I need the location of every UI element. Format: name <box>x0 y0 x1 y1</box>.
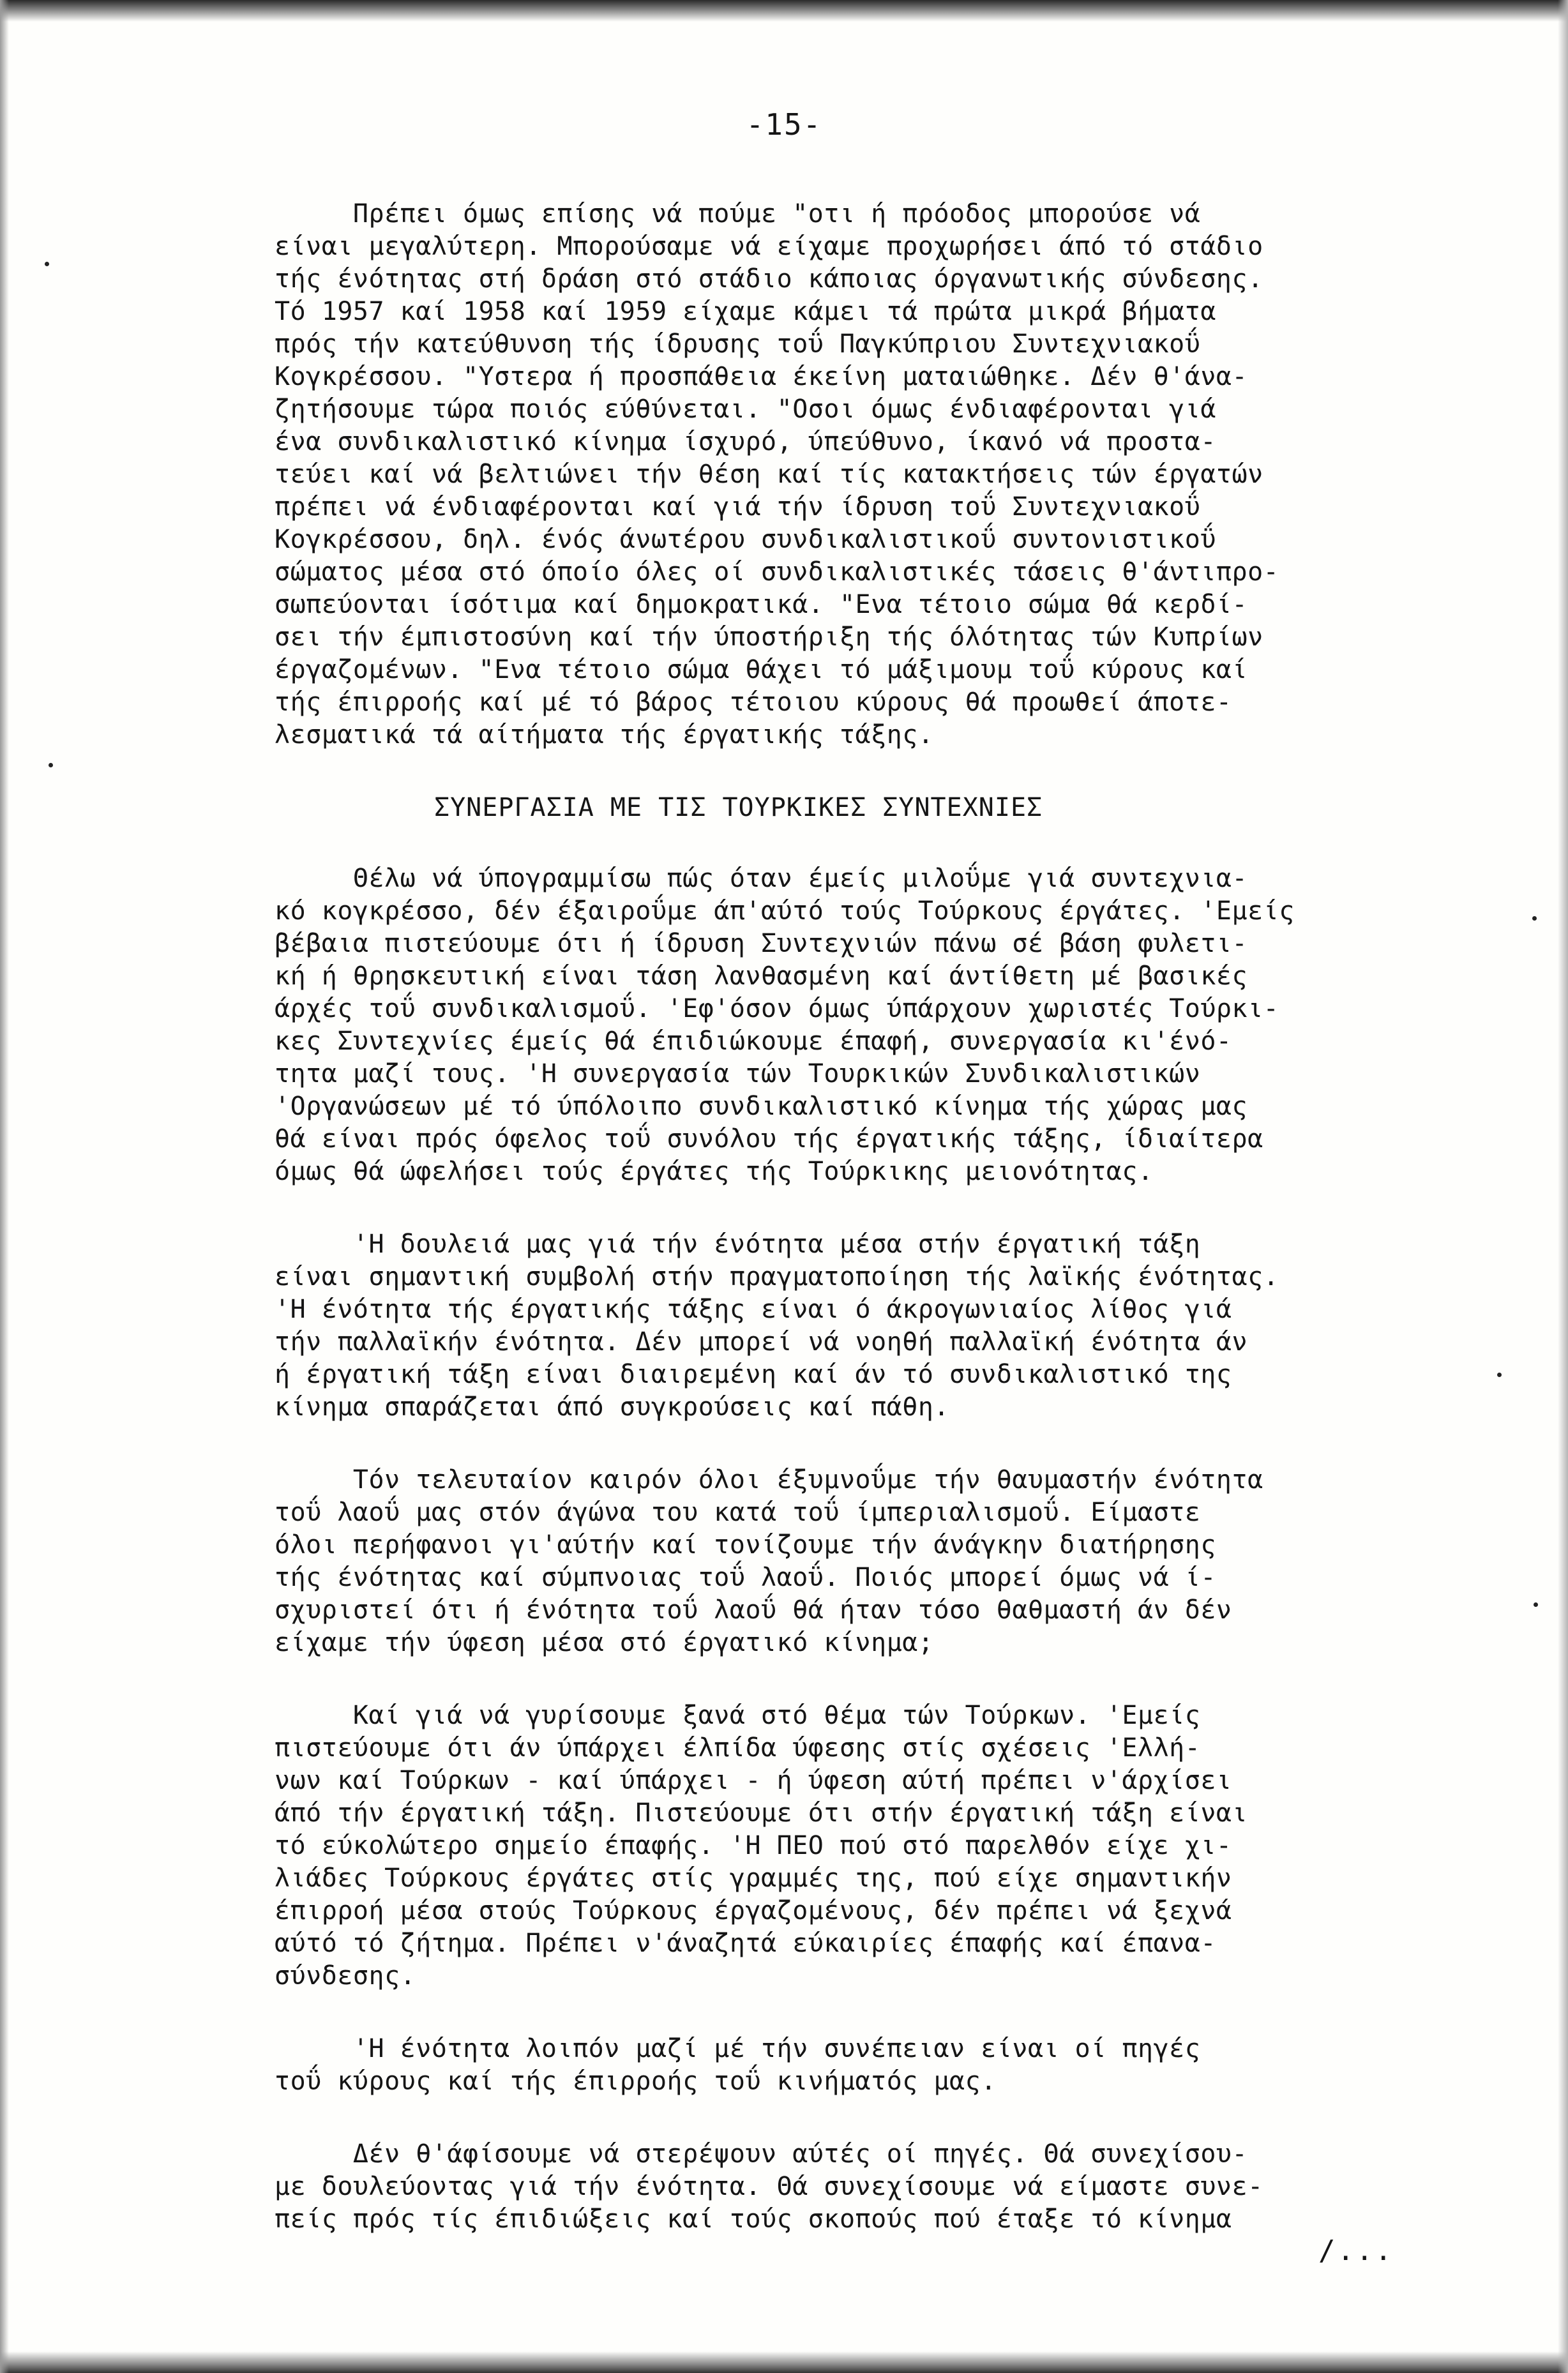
text-line: θά είναι πρός όφελος τοΰ συνόλου τής έργατικής τάξης, ίδιαίτερα <box>275 1124 1263 1154</box>
text-line: άρχές τοΰ συνδικαλισμοΰ. 'Εφ'όσον όμως ύπάρχουν χωριστές Τούρκι- <box>275 994 1279 1023</box>
text-line: 'Η ένότητα τής έργατικής τάξης είναι ό άκρογωνιαίος λίθος γιά <box>275 1295 1232 1324</box>
text-line: τητα μαζί τους. 'Η συνεργασία τών Τουρκικών Συνδικαλιστικών <box>275 1059 1201 1089</box>
paragraph <box>275 863 1539 1188</box>
text-line: τήν παλλαϊκήν ένότητα. Δέν μπορεί νά νοηθή παλλαϊκή ένότητα άν <box>275 1327 1248 1357</box>
text-line: κες Συντεχνίες έμείς θά έπιδιώκουμε έπαφή, συνεργασία κι'ένό- <box>275 1027 1232 1056</box>
scan-edge-bottom <box>0 2351 1568 2373</box>
text-line: 'Η δουλειά μας γιά τήν ένότητα μέσα στήν έργατική τάξη <box>275 1230 1201 1259</box>
text-line: κή ή θρησκευτική είναι τάση λανθασμένη καί άντίθετη μέ βασικές <box>275 961 1248 991</box>
text-line: είναι μεγαλύτερη. Μπορούσαμε νά είχαμε προχωρήσει άπό τό στάδιο <box>275 232 1263 261</box>
text-line: τό εύκολώτερο σημείο έπαφής. 'Η ΠΕΟ πού στό παρελθόν είχε χι- <box>275 1831 1232 1860</box>
text-line: τεύει καί νά βελτιώνει τήν θέση καί τίς κατακτήσεις τών έργατών <box>275 460 1263 489</box>
text-line: πρέπει νά ένδιαφέρονται καί γιά τήν ίδρυση τοΰ Συντεχνιακοΰ <box>275 492 1201 522</box>
text-line: ζητήσουμε τώρα ποιός εύθύνεται. "Οσοι όμως ένδιαφέρονται γιά <box>275 395 1216 424</box>
text-line: άπό τήν έργατική τάξη. Πιστεύουμε ότι στήν έργατική τάξη είναι <box>275 1798 1248 1828</box>
text-line: τής ένότητας στή δράση στό στάδιο κάποιας όργανωτικής σύνδεσης. <box>275 264 1263 294</box>
text-line: Δέν θ'άφίσουμε νά στερέψουν αύτές οί πηγές. Θά συνεχίσου- <box>275 2139 1248 2169</box>
text-line: έπιρροή μέσα στούς Τούρκους έργαζομένους, δέν πρέπει νά ξεχνά <box>275 1896 1232 1925</box>
text-line: Καί γιά νά γυρίσουμε ξανά στό θέμα τών Τούρκων. 'Εμείς <box>275 1701 1201 1730</box>
text-line: Τόν τελευταίον καιρόν όλοι έξυμνοΰμε τήν θαυμαστήν ένότητα <box>275 1465 1263 1495</box>
scan-edge-right <box>1558 0 1568 2373</box>
text-line: νων καί Τούρκων - καί ύπάρχει - ή ύφεση αύτή πρέπει ν'άρχίσει <box>275 1766 1232 1795</box>
text-line: Κογκρέσσου. "Υστερα ή προσπάθεια έκείνη ματαιώθηκε. Δέν θ'άνα- <box>275 362 1248 391</box>
text-line: τοΰ λαοΰ μας στόν άγώνα του κατά τοΰ ίμπεριαλισμοΰ. Είμαστε <box>275 1498 1201 1527</box>
paragraph <box>275 2033 1539 2098</box>
continuation-mark: /... <box>1318 2234 1394 2267</box>
scan-speck <box>49 763 53 767</box>
text-line: πείς πρός τίς έπιδιώξεις καί τούς σκοπούς πού έταξε τό κίνημα <box>275 2204 1232 2234</box>
paragraph <box>275 2138 1539 2236</box>
text-line: με δουλεύοντας γιά τήν ένότητα. Θά συνεχίσουμε νά είμαστε συνε- <box>275 2172 1263 2201</box>
text-line: σωπεύονται ίσότιμα καί δημοκρατικά. "Ενα τέτοιο σώμα θά κερδί- <box>275 590 1248 619</box>
text-line: βέβαια πιστεύουμε ότι ή ίδρυση Συντεχνιών πάνω σέ βάση φυλετι- <box>275 929 1248 958</box>
text-line: όλοι περήφανοι γι'αύτήν καί τονίζουμε τήν άνάγκην διατήρησης <box>275 1530 1216 1560</box>
text-line: Θέλω νά ύπογραμμίσω πώς όταν έμείς μιλοΰμε γιά συντεχνια- <box>275 864 1248 893</box>
text-line: τής ένότητας καί σύμπνοιας τοΰ λαοΰ. Ποιός μπορεί όμως νά ί- <box>275 1563 1216 1592</box>
text-line: τοΰ κύρους καί τής έπιρροής τοΰ κινήματός μας. <box>275 2067 997 2096</box>
text-line: κίνημα σπαράζεται άπό συγκρούσεις καί πάθη. <box>275 1392 950 1422</box>
paragraph <box>275 198 1539 751</box>
scan-speck <box>45 262 49 266</box>
document-body <box>275 198 1539 2276</box>
text-line: ένα συνδικαλιστικό κίνημα ίσχυρό, ύπεύθυνο, ίκανό νά προστα- <box>275 427 1216 456</box>
text-line: είναι σημαντική συμβολή στήν πραγματοποίηση τής λαϊκής ένότητας. <box>275 1262 1279 1292</box>
text-line: Κογκρέσσου, δηλ. ένός άνωτέρου συνδικαλιστικοΰ συντονιστικοΰ <box>275 525 1216 554</box>
text-line: λεσματικά τά αίτήματα τής έργατικής τάξης. <box>275 720 934 750</box>
text-line: τής έπιρροής καί μέ τό βάρος τέτοιου κύρους θά προωθεί άποτε- <box>275 688 1232 717</box>
text-line: σώματος μέσα στό όποίο όλες οί συνδικαλιστικές τάσεις θ'άντιπρο- <box>275 557 1279 587</box>
paragraph <box>275 1464 1539 1659</box>
text-line: σχυριστεί ότι ή ένότητα τοΰ λαοΰ θά ήταν τόσο θαθμαστή άν δέν <box>275 1595 1232 1625</box>
section-heading: ΣΥΝΕΡΓΑΣΙΑ ΜΕ ΤΙΣ ΤΟΥΡΚΙΚΕΣ ΣΥΝΤΕΧΝΙΕΣ <box>434 793 1043 822</box>
text-line: ή έργατική τάξη είναι διαιρεμένη καί άν τό συνδικαλιστικό της <box>275 1360 1232 1389</box>
text-line: πρός τήν κατεύθυνση τής ίδρυσης τοΰ Παγκύπριου Συντεχνιακοΰ <box>275 329 1201 359</box>
text-line: είχαμε τήν ύφεση μέσα στό έργατικό κίνημα; <box>275 1628 934 1657</box>
text-line: σει τήν έμπιστοσύνη καί τήν ύποστήριξη τής όλότητας τών Κυπρίων <box>275 622 1263 652</box>
text-line: κό κογκρέσσο, δέν έξαιροΰμε άπ'αύτό τούς Τούρκους έργάτες. 'Εμείς <box>275 896 1295 926</box>
text-line: λιάδες Τούρκους έργάτες στίς γραμμές της, πού είχε σημαντικήν <box>275 1864 1232 1893</box>
text-line: αύτό τό ζήτημα. Πρέπει ν'άναζητά εύκαιρίες έπαφής καί έπανα- <box>275 1929 1216 1958</box>
page-number: -15- <box>746 107 822 142</box>
text-line: Τό 1957 καί 1958 καί 1959 είχαμε κάμει τά πρώτα μικρά βήματα <box>275 297 1216 326</box>
text-line: όμως θά ώφελήσει τούς έργάτες τής Τούρκικης μειονότητας. <box>275 1157 1154 1186</box>
scan-edge-left <box>0 0 9 2373</box>
text-line: σύνδεσης. <box>275 1961 416 1991</box>
text-line: 'Η ένότητα λοιπόν μαζί μέ τήν συνέπειαν είναι οί πηγές <box>275 2034 1201 2063</box>
text-line: 'Οργανώσεων μέ τό ύπόλοιπο συνδικαλιστικό κίνημα τής χώρας μας <box>275 1092 1248 1121</box>
scan-edge-top <box>0 0 1568 22</box>
text-line: έργαζομένων. "Ενα τέτοιο σώμα θάχει τό μάξιμουμ τοΰ κύρους καί <box>275 655 1248 684</box>
text-line: πιστεύουμε ότι άν ύπάρχει έλπίδα ύφεσης στίς σχέσεις 'Ελλή- <box>275 1733 1201 1763</box>
paragraph <box>275 1699 1539 1993</box>
text-line: Πρέπει όμως επίσης νά πούμε "οτι ή πρόοδος μπορούσε νά <box>275 199 1201 229</box>
paragraph <box>275 1228 1539 1424</box>
